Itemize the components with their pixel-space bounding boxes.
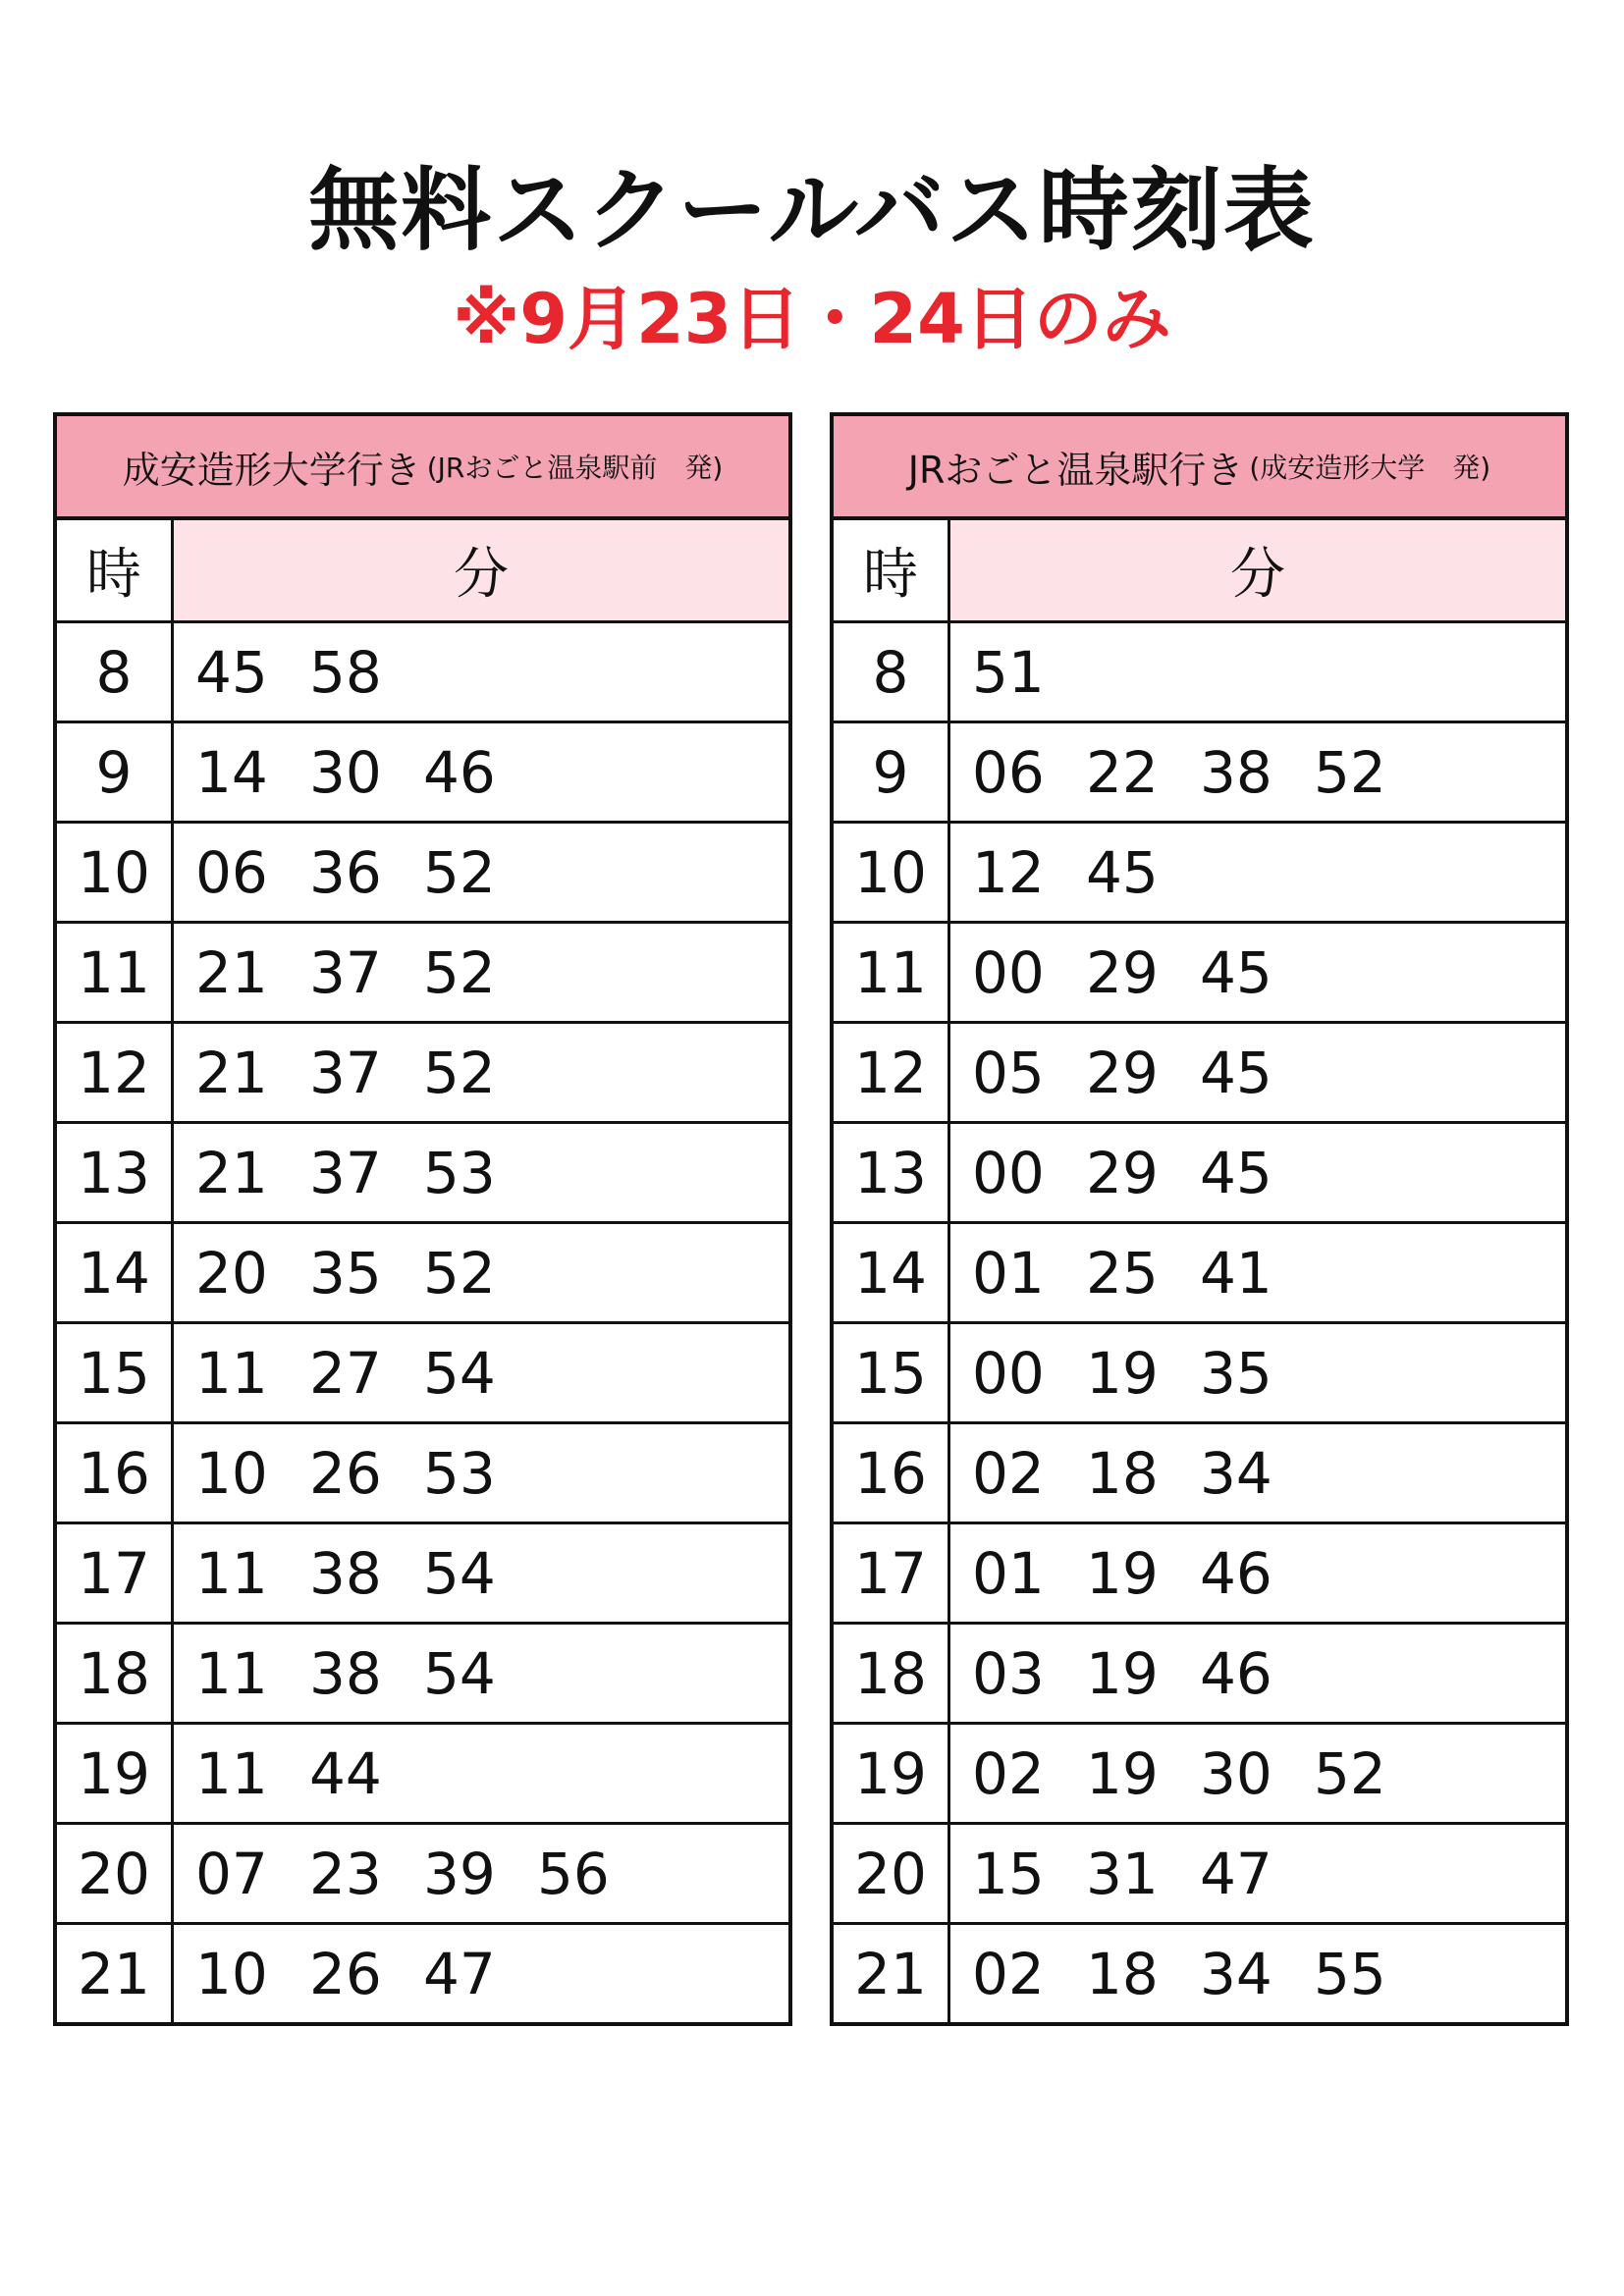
hour-cell: 15 (834, 1324, 950, 1421)
page-title: 無料スクールバス時刻表 (308, 158, 1316, 263)
minutes-cell (174, 723, 788, 821)
minutes-cell (174, 1124, 788, 1221)
departure-minute: 26 (309, 1940, 382, 2007)
departure-minute: 03 (972, 1639, 1045, 1707)
departure-minute: 52 (423, 838, 496, 906)
date-notice: ※9月23日・24日のみ (453, 279, 1171, 359)
hour-cell: 17 (834, 1524, 950, 1622)
departure-minute: 21 (195, 1139, 268, 1206)
departure-minute: 54 (423, 1339, 496, 1407)
hour-cell: 12 (834, 1024, 950, 1121)
minutes-cell (174, 1825, 788, 1922)
minutes-cell (950, 1625, 1565, 1722)
minutes-cell (950, 924, 1565, 1021)
departure-minute: 52 (423, 1239, 496, 1307)
hour-cell: 21 (834, 1925, 950, 2022)
hour-cell: 19 (57, 1725, 174, 1822)
route-destination: JRおごと温泉駅行き (907, 448, 1244, 492)
departure-minute: 07 (195, 1840, 268, 1907)
departure-minute: 02 (972, 1439, 1045, 1507)
hour-cell: 11 (57, 924, 174, 1021)
route-origin: (JRおごと温泉駅前 発) (426, 452, 724, 484)
hour-cell: 21 (57, 1925, 174, 2022)
departure-minute: 41 (1200, 1239, 1272, 1307)
departure-minute: 52 (1314, 1739, 1386, 1807)
hour-cell: 9 (57, 723, 174, 821)
timetable-to-station (830, 412, 1569, 2026)
departure-minute: 11 (195, 1539, 268, 1607)
route-destination: 成安造形大学行き (122, 448, 421, 492)
departure-minute: 29 (1086, 1139, 1159, 1206)
departure-minute: 18 (1086, 1439, 1159, 1507)
minutes-cell (950, 1024, 1565, 1121)
table-row (57, 723, 788, 824)
table-row (57, 1424, 788, 1524)
departure-minute: 01 (972, 1239, 1045, 1307)
table-row (57, 1825, 788, 1925)
hour-cell: 14 (57, 1224, 174, 1321)
hour-cell: 18 (57, 1625, 174, 1722)
table-row (57, 1224, 788, 1324)
hour-cell: 20 (57, 1825, 174, 1922)
hour-cell: 12 (57, 1024, 174, 1121)
hour-column-header: 時 (834, 520, 950, 620)
table-row (834, 1024, 1565, 1124)
table-row (834, 1324, 1565, 1424)
minutes-cell (950, 1825, 1565, 1922)
table-row (57, 1925, 788, 2022)
table-row (57, 623, 788, 723)
hour-cell: 18 (834, 1625, 950, 1722)
minutes-cell (174, 1524, 788, 1622)
hour-cell: 9 (834, 723, 950, 821)
departure-minute: 01 (972, 1539, 1045, 1607)
departure-minute: 25 (1086, 1239, 1159, 1307)
table-row (834, 1825, 1565, 1925)
hour-cell: 19 (834, 1725, 950, 1822)
table-row (834, 824, 1565, 924)
table-row (834, 723, 1565, 824)
hour-cell: 13 (57, 1124, 174, 1221)
minutes-cell (174, 1725, 788, 1822)
timetable-to-university (53, 412, 792, 2026)
departure-minute: 05 (972, 1039, 1045, 1106)
hour-cell: 8 (57, 623, 174, 721)
departure-minute: 34 (1200, 1439, 1272, 1507)
minutes-cell (950, 623, 1565, 721)
departure-minute: 34 (1200, 1940, 1272, 2007)
departure-minute: 22 (1086, 738, 1159, 806)
departure-minute: 26 (309, 1439, 382, 1507)
hour-cell: 20 (834, 1825, 950, 1922)
departure-minute: 14 (195, 738, 268, 806)
departure-minute: 37 (309, 938, 382, 1006)
departure-minute: 45 (1086, 838, 1159, 906)
departure-minute: 19 (1086, 1339, 1159, 1407)
column-header-row (834, 520, 1565, 623)
timetable-rows (57, 623, 788, 2022)
departure-minute: 44 (309, 1739, 382, 1807)
table-row (834, 1424, 1565, 1524)
minutes-cell (950, 723, 1565, 821)
departure-minute: 52 (423, 1039, 496, 1106)
departure-minute: 45 (1200, 1039, 1272, 1106)
departure-minute: 52 (423, 938, 496, 1006)
hour-cell: 10 (834, 824, 950, 921)
table-row (834, 1524, 1565, 1625)
hour-cell: 10 (57, 824, 174, 921)
minutes-cell (950, 1224, 1565, 1321)
hour-column-header: 時 (57, 520, 174, 620)
departure-minute: 39 (423, 1840, 496, 1907)
departure-minute: 53 (423, 1139, 496, 1206)
route-origin: (成安造形大学 発) (1249, 452, 1491, 484)
departure-minute: 47 (1200, 1840, 1272, 1907)
departure-minute: 56 (537, 1840, 610, 1907)
departure-minute: 47 (423, 1940, 496, 2007)
departure-minute: 19 (1086, 1639, 1159, 1707)
table-row (57, 1524, 788, 1625)
minutes-cell (174, 1324, 788, 1421)
departure-minute: 30 (1200, 1739, 1272, 1807)
table-row (57, 1024, 788, 1124)
departure-minute: 10 (195, 1940, 268, 2007)
departure-minute: 18 (1086, 1940, 1159, 2007)
departure-minute: 00 (972, 938, 1045, 1006)
departure-minute: 58 (309, 638, 382, 706)
table-row (57, 824, 788, 924)
departure-minute: 23 (309, 1840, 382, 1907)
departure-minute: 20 (195, 1239, 268, 1307)
departure-minute: 12 (972, 838, 1045, 906)
departure-minute: 10 (195, 1439, 268, 1507)
departure-minute: 45 (195, 638, 268, 706)
route-header (57, 416, 788, 520)
departure-minute: 19 (1086, 1739, 1159, 1807)
minutes-cell (174, 1625, 788, 1722)
minutes-cell (950, 1124, 1565, 1221)
table-row (57, 1324, 788, 1424)
departure-minute: 54 (423, 1539, 496, 1607)
departure-minute: 02 (972, 1739, 1045, 1807)
departure-minute: 02 (972, 1940, 1045, 2007)
departure-minute: 54 (423, 1639, 496, 1707)
table-row (834, 623, 1565, 723)
hour-cell: 11 (834, 924, 950, 1021)
table-row (834, 1625, 1565, 1725)
table-row (834, 1725, 1565, 1825)
minutes-cell (950, 1925, 1565, 2022)
table-row (57, 1725, 788, 1825)
departure-minute: 06 (972, 738, 1045, 806)
timetable-rows (834, 623, 1565, 2022)
departure-minute: 38 (309, 1639, 382, 1707)
departure-minute: 21 (195, 1039, 268, 1106)
departure-minute: 38 (1200, 738, 1272, 806)
departure-minute: 52 (1314, 738, 1386, 806)
departure-minute: 11 (195, 1639, 268, 1707)
minutes-cell (174, 1925, 788, 2022)
minutes-cell (950, 1324, 1565, 1421)
departure-minute: 51 (972, 638, 1045, 706)
departure-minute: 30 (309, 738, 382, 806)
table-row (834, 1124, 1565, 1224)
minutes-cell (174, 1224, 788, 1321)
route-header (834, 416, 1565, 520)
departure-minute: 19 (1086, 1539, 1159, 1607)
table-row (57, 1625, 788, 1725)
departure-minute: 31 (1086, 1840, 1159, 1907)
departure-minute: 29 (1086, 938, 1159, 1006)
departure-minute: 21 (195, 938, 268, 1006)
hour-cell: 17 (57, 1524, 174, 1622)
minutes-cell (174, 924, 788, 1021)
departure-minute: 55 (1314, 1940, 1386, 2007)
departure-minute: 53 (423, 1439, 496, 1507)
departure-minute: 37 (309, 1139, 382, 1206)
departure-minute: 35 (309, 1239, 382, 1307)
hour-cell: 16 (834, 1424, 950, 1522)
minutes-cell (174, 1024, 788, 1121)
hour-cell: 8 (834, 623, 950, 721)
departure-minute: 00 (972, 1139, 1045, 1206)
departure-minute: 38 (309, 1539, 382, 1607)
departure-minute: 37 (309, 1039, 382, 1106)
minutes-cell (174, 824, 788, 921)
departure-minute: 46 (1200, 1539, 1272, 1607)
hour-cell: 15 (57, 1324, 174, 1421)
departure-minute: 11 (195, 1739, 268, 1807)
table-row (57, 1124, 788, 1224)
departure-minute: 46 (423, 738, 496, 806)
departure-minute: 27 (309, 1339, 382, 1407)
minutes-cell (950, 824, 1565, 921)
hour-cell: 16 (57, 1424, 174, 1522)
departure-minute: 06 (195, 838, 268, 906)
departure-minute: 11 (195, 1339, 268, 1407)
minute-column-header: 分 (174, 520, 788, 620)
departure-minute: 29 (1086, 1039, 1159, 1106)
minutes-cell (174, 1424, 788, 1522)
hour-cell: 14 (834, 1224, 950, 1321)
table-row (834, 924, 1565, 1024)
table-row (834, 1224, 1565, 1324)
minutes-cell (174, 623, 788, 721)
column-header-row (57, 520, 788, 623)
hour-cell: 13 (834, 1124, 950, 1221)
departure-minute: 00 (972, 1339, 1045, 1407)
minutes-cell (950, 1725, 1565, 1822)
minutes-cell (950, 1424, 1565, 1522)
departure-minute: 15 (972, 1840, 1045, 1907)
minute-column-header: 分 (950, 520, 1565, 620)
table-row (57, 924, 788, 1024)
minutes-cell (950, 1524, 1565, 1622)
table-row (834, 1925, 1565, 2022)
departure-minute: 45 (1200, 1139, 1272, 1206)
departure-minute: 36 (309, 838, 382, 906)
departure-minute: 46 (1200, 1639, 1272, 1707)
departure-minute: 35 (1200, 1339, 1272, 1407)
departure-minute: 45 (1200, 938, 1272, 1006)
